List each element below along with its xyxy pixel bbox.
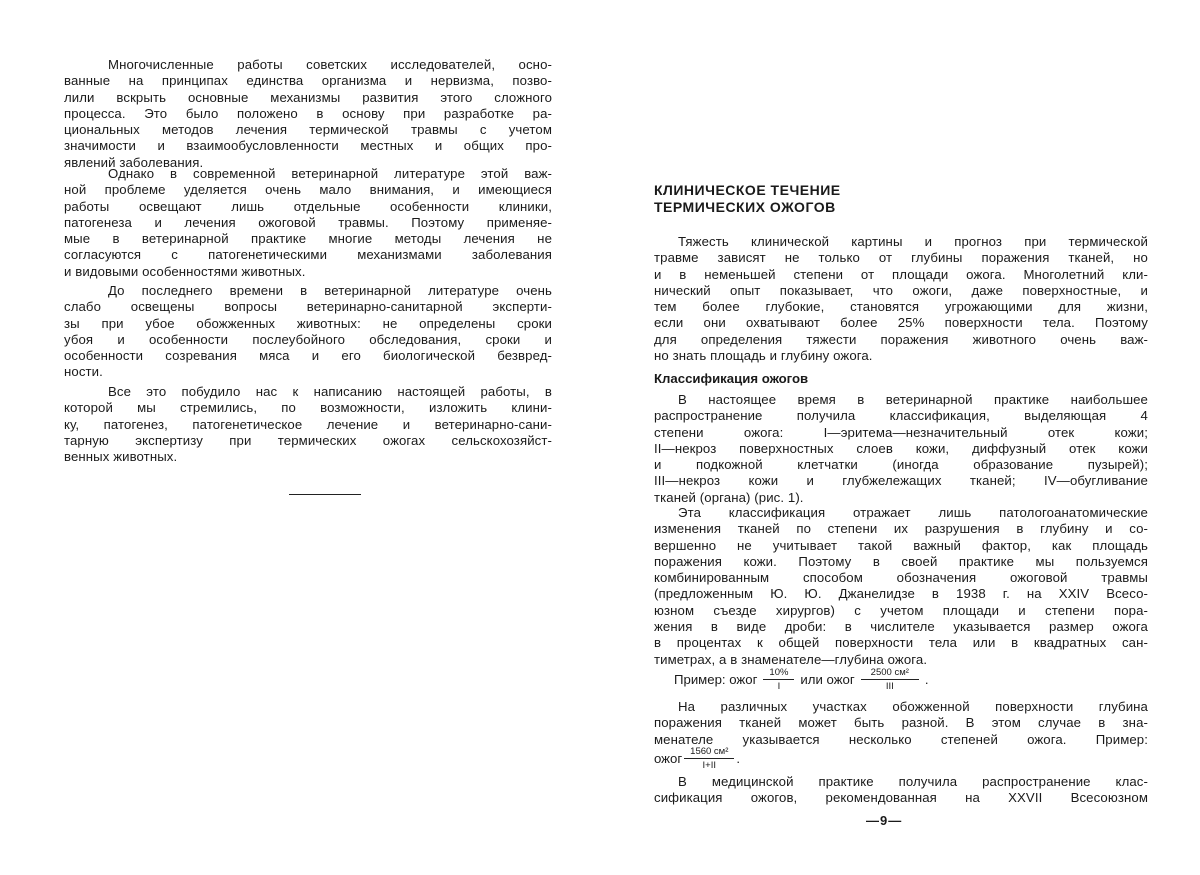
- fraction-area: 2500 см² III: [861, 667, 919, 692]
- example-formula: Пример: ожог 10% I или ожог 2500 см² III .: [674, 667, 929, 692]
- fraction-mixed: 1560 см² I+II: [684, 746, 734, 771]
- intro-paragraph-1: Многочисленные работы советских исследователей, осно- ванные на принципах единства организма и нервизма, позво- лили вскрыть основные механизмы развития этого сложного процесса. Это было положено в основу при разработке ра- циональных методов лечения термической травмы с учетом значимости и взаимообусловленности местных и общих про- явлений заболевания.: [64, 57, 552, 171]
- mixed-depth-formula: ожог 1560 см² I+II .: [654, 746, 740, 771]
- critique-paragraph: Эта классификация отражает лишь патологоанатомические изменения тканей по степени их разрушения в глубину и со- вершенно не учитывает такой важный фактор, как площадь поражения кожи. Поэтому в своей практике мы пользуемся комбинированным способом обозначения ожоговой травмы (предложенным Ю. Ю. Джанелидзе в 1938 г. на XXIV Всесо- юзном съезде хирургов) с учетом площади и степени пора- жения в виде дроби: в числителе указывается размер ожога в процентах к общей поверхности тела или в квадратных сан- тиметрах, а в знаменателе—глубина ожога.: [654, 505, 1148, 668]
- medical-paragraph: В медицинской практике получила распространение клас- сификация ожогов, рекомендованная на XXVII Всесоюзном: [654, 774, 1148, 807]
- page-number: —9—: [866, 813, 902, 828]
- intro-paragraph-3: До последнего времени в ветеринарной литературе очень слабо освещены вопросы ветеринарно-санитарной эксперти- зы при убое обожженных животных: не определены сроки убоя и особенности послеубойного обследования, сроки и особенности созревания мяса и его биологической безвред- ности.: [64, 283, 552, 381]
- example-middle: или ожог: [800, 672, 854, 687]
- intro-paragraph-2: Однако в современной ветеринарной литературе этой важ- ной проблеме уделяется очень мало внимания, и имеющиеся работы освещают лишь отдельные особенности клиники, патогенеза и лечения ожоговой травмы. Поэтому применяе- мые в ветеринарной практике многие методы лечения не согласуются с патогенетическими механизмами заболевания и видовыми особенностями животных.: [64, 166, 552, 280]
- chapter-heading: КЛИНИЧЕСКОЕ ТЕЧЕНИЕ ТЕРМИЧЕСКИХ ОЖОГОВ: [654, 182, 841, 216]
- fraction-percent: 10% I: [763, 667, 794, 692]
- severity-paragraph: Тяжесть клинической картины и прогноз при термической травме зависят не только от глубины поражения тканей, но и в неменьшей степени от площади ожога. Многолетний кли- нический опыт показывает, что ожоги, даже поверхностные, и тем более глубокие, становятся угрожающими для жизни, если они охватывают более 25% поверхности тела. Поэтому для определения тяжести поражения животного очень важ- но знать площадь и глубину ожога.: [654, 234, 1148, 364]
- left-page: [0, 0, 600, 875]
- classification-subheading: Классификация ожогов: [654, 371, 808, 386]
- classification-paragraph: В настоящее время в ветеринарной практике наибольшее распространение получила классификация, выделяющая 4 степени ожога: I—эритема—незначительный отек кожи; II—некроз поверхностных слоев кожи, диффузный отек кожи и подкожной клетчатки (иногда образование пузырей); III—некроз кожи и глубжележащих тканей; IV—обугливание тканей (органа) (рис. 1).: [654, 392, 1148, 506]
- example-prefix: Пример: ожог: [674, 672, 757, 687]
- mixed-depth-paragraph: На различных участках обожженной поверхности глубина поражения тканей может быть разной. В этом случае в зна- менателе указывается несколько степеней ожога. Пример:: [654, 699, 1148, 748]
- right-page: [600, 0, 1200, 875]
- section-separator: [289, 494, 361, 495]
- intro-paragraph-4: Все это побудило нас к написанию настоящей работы, в которой мы стремились, по возможности, изложить клини- ку, патогенез, патогенетическое лечение и ветеринарно-сани- тарную экспертизу при термических ожогах сельскохозяйст- венных животных.: [64, 384, 552, 465]
